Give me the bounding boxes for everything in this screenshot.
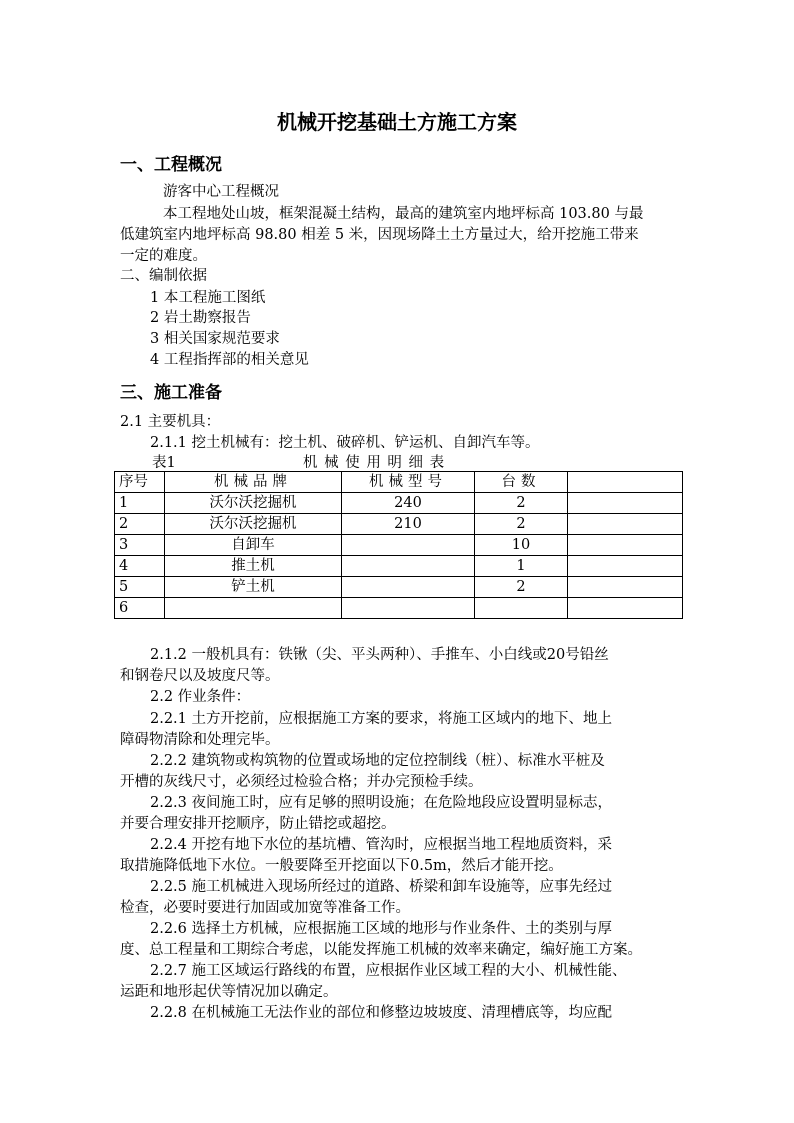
- para-line: 并要合理安排开挖顺序，防止错挖或超挖。: [120, 816, 396, 832]
- cell-model: 240: [342, 493, 475, 514]
- equipment-table: [114, 471, 683, 619]
- section-1-para-line-2: 低建筑室内地坪标高 98.80 相差 5 米，因现场降土土方量过大，给开挖施工带来: [120, 227, 639, 243]
- cell-index: 3: [115, 535, 165, 556]
- cell-model: [342, 535, 475, 556]
- cell-extra: [568, 556, 683, 577]
- para-line: 取措施降低地下水位。一般要降至开挖面以下0.5m，然后才能开挖。: [120, 858, 563, 874]
- cell-model: 210: [342, 514, 475, 535]
- table-caption: 机 械 使 用 明 细 表: [303, 455, 446, 471]
- subsection-2-2: 2.2 作业条件：: [150, 689, 251, 705]
- basis-item: 1 本工程施工图纸: [150, 290, 266, 306]
- header-cell-count: 台数: [475, 472, 568, 493]
- cell-index: 1: [115, 493, 165, 514]
- para-line: 和钢卷尺以及坡度尺等。: [120, 668, 280, 684]
- basis-item: 2 岩土勘察报告: [150, 310, 251, 326]
- table-row: [115, 535, 683, 556]
- para-line: 2.2.5 施工机械进入现场所经过的道路、桥梁和卸车设施等，应事先经过: [150, 879, 613, 895]
- para-line: 障碍物清除和处理完毕。: [120, 732, 280, 748]
- cell-count: 2: [475, 577, 568, 598]
- subsection-2-1-1: 2.1.1 挖土机械有：挖土机、破碎机、铲运机、自卸汽车等。: [150, 435, 540, 451]
- header-cell-index: 序号: [115, 472, 165, 493]
- cell-extra: [568, 577, 683, 598]
- para-line: 2.2.7 施工区域运行路线的布置，应根据作业区域工程的大小、机械性能、: [150, 963, 627, 979]
- cell-count: 2: [475, 493, 568, 514]
- section-1-heading: 一、工程概况: [120, 155, 222, 175]
- cell-extra: [568, 598, 683, 619]
- table-header-row: [115, 472, 683, 493]
- subsection-2-1: 2.1 主要机具：: [120, 414, 221, 430]
- table-number: 表1: [152, 455, 176, 471]
- cell-extra: [568, 514, 683, 535]
- header-cell-extra: [568, 472, 683, 493]
- cell-brand: 沃尔沃挖掘机: [165, 493, 342, 514]
- table-row: [115, 598, 683, 619]
- cell-brand: 沃尔沃挖掘机: [165, 514, 342, 535]
- header-cell-model: 机械型号: [342, 472, 475, 493]
- section-3-heading: 三、施工准备: [120, 383, 222, 403]
- cell-index: 5: [115, 577, 165, 598]
- cell-index: 4: [115, 556, 165, 577]
- para-line: 2.2.4 开挖有地下水位的基坑槽、管沟时，应根据当地工程地质资料，采: [150, 837, 613, 853]
- para-line: 2.2.2 建筑物或构筑物的位置或场地的定位控制线（桩）、标准水平桩及: [150, 753, 605, 769]
- cell-model: [342, 598, 475, 619]
- basis-item: 4 工程指挥部的相关意见: [150, 352, 309, 368]
- para-line: 2.1.2 一般机具有：铁锹（尖、平头两种）、手推车、小白线或20号铅丝: [150, 647, 609, 663]
- section-1-subtitle: 游客中心工程概况: [163, 184, 279, 200]
- para-line: 2.2.1 土方开挖前，应根据施工方案的要求，将施工区域内的地下、地上: [150, 711, 613, 727]
- header-cell-brand: 机械品牌: [165, 472, 342, 493]
- para-line: 检查，必要时要进行加固或加宽等准备工作。: [120, 900, 410, 916]
- page-title: 机械开挖基础土方施工方案: [277, 110, 517, 134]
- para-line: 2.2.3 夜间施工时，应有足够的照明设施；在危险地段应设置明显标志，: [150, 795, 613, 811]
- basis-item: 3 相关国家规范要求: [150, 331, 280, 347]
- table-row: [115, 556, 683, 577]
- cell-index: 6: [115, 598, 165, 619]
- cell-extra: [568, 535, 683, 556]
- cell-count: [475, 598, 568, 619]
- para-line: 运距和地形起伏等情况加以确定。: [120, 984, 338, 1000]
- section-2-heading: 二、编制依据: [120, 268, 207, 284]
- table-row: [115, 493, 683, 514]
- para-line: 2.2.6 选择土方机械，应根据施工区域的地形与作业条件、土的类别与厚: [150, 921, 613, 937]
- cell-brand: 推土机: [165, 556, 342, 577]
- table-row: [115, 514, 683, 535]
- cell-count: 1: [475, 556, 568, 577]
- para-line: 度、总工程量和工期综合考虑，以能发挥施工机械的效率来确定，编好施工方案。: [120, 942, 642, 958]
- cell-count: 10: [475, 535, 568, 556]
- para-line: 开槽的灰线尺寸，必须经过检验合格；并办完预检手续。: [120, 774, 483, 790]
- cell-extra: [568, 493, 683, 514]
- cell-count: 2: [475, 514, 568, 535]
- section-1-para-line-3: 一定的难度。: [120, 248, 207, 264]
- cell-index: 2: [115, 514, 165, 535]
- cell-model: [342, 577, 475, 598]
- para-line: 2.2.8 在机械施工无法作业的部位和修整边坡坡度、清理槽底等，均应配: [150, 1005, 613, 1021]
- table-row: [115, 577, 683, 598]
- cell-brand: 自卸车: [165, 535, 342, 556]
- cell-model: [342, 556, 475, 577]
- cell-brand: 铲土机: [165, 577, 342, 598]
- section-1-para-line-1: 本工程地处山坡，框架混凝土结构，最高的建筑室内地坪标高 103.80 与最: [163, 206, 644, 222]
- cell-brand: [165, 598, 342, 619]
